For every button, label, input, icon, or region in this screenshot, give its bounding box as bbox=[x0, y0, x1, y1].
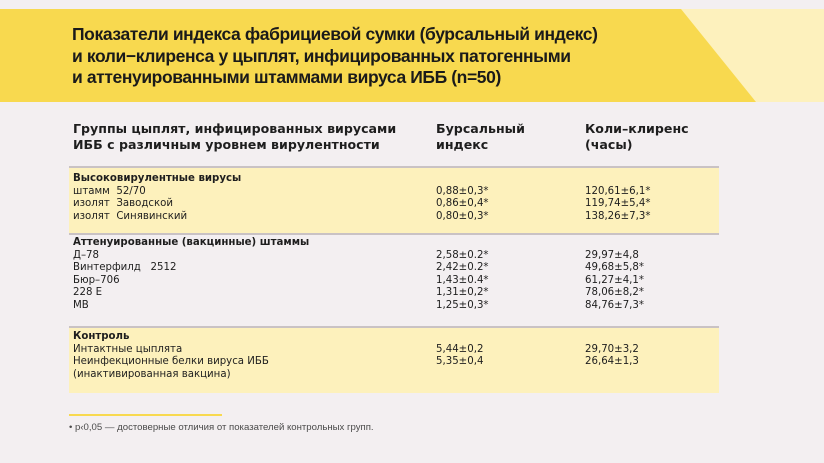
bursal-index-value: 1,31±0,2* bbox=[436, 287, 489, 298]
table-section-control bbox=[69, 328, 719, 393]
bursal-index-value: 2,42±0.2* bbox=[436, 262, 489, 273]
row-name: (инактивированная вакцина) bbox=[73, 368, 231, 380]
coli-clearance-value: 29,97±4,8 bbox=[585, 249, 639, 261]
coli-clearance-value: 120,61±6,1* bbox=[585, 185, 651, 197]
row-name: 228 Е bbox=[73, 287, 103, 298]
section-title: Высоковирулентные вирусы bbox=[73, 173, 242, 184]
coli-clearance-value: 29,70±3,2 bbox=[585, 343, 639, 355]
row-name: изолят Заводской bbox=[73, 198, 173, 209]
row-name: Винтерфилд 2512 bbox=[73, 262, 177, 273]
table-row bbox=[69, 356, 719, 369]
row-name: МВ bbox=[73, 299, 89, 311]
bursal-index-value: 2,58±0.2* bbox=[436, 249, 489, 261]
column-header-coli-clearance bbox=[585, 121, 689, 152]
table-row bbox=[69, 344, 719, 357]
bursal-index-value: 0,88±0,3* bbox=[436, 185, 489, 197]
table-header bbox=[0, 121, 824, 161]
row-name: штамм 52/70 bbox=[73, 185, 146, 197]
table-row bbox=[69, 211, 719, 224]
section-title: Аттенуированные (вакцинные) штаммы bbox=[73, 237, 310, 248]
section-title: Контроль bbox=[73, 331, 130, 342]
table-row bbox=[69, 250, 719, 263]
row-name: изолят Синявинский bbox=[73, 210, 188, 222]
page-title-line: и аттенуированными штаммами вируса ИББ (n=50) bbox=[72, 67, 501, 87]
table-row bbox=[69, 275, 719, 288]
bursal-index-value: 1,43±0.4* bbox=[436, 274, 489, 286]
coli-clearance-value: 49,68±5,8* bbox=[585, 262, 644, 273]
table-row bbox=[69, 287, 719, 300]
coli-clearance-value: 61,27±4,1* bbox=[585, 274, 644, 286]
page-title-line: Показатели индекса фабрициевой сумки (бурсальный индекс) bbox=[72, 24, 598, 44]
column-header-line: Коли–клиренс bbox=[585, 121, 689, 136]
column-header-line: (часы) bbox=[585, 136, 633, 152]
row-name: Бюр–706 bbox=[73, 274, 120, 286]
row-name: Неинфекционные белки вируса ИББ bbox=[73, 356, 269, 367]
table-row bbox=[69, 186, 719, 199]
page-title-line: и коли−клиренса у цыплят, инфицированных патогенными bbox=[72, 45, 571, 66]
coli-clearance-value: 138,26±7,3* bbox=[585, 210, 651, 222]
table-row bbox=[69, 369, 719, 382]
bursal-index-value: 5,44±0,2 bbox=[436, 343, 484, 355]
table-section-attenuated bbox=[69, 235, 719, 328]
row-name: Интактные цыплята bbox=[73, 343, 183, 355]
footnote-divider bbox=[69, 414, 222, 416]
table-section-virulent bbox=[69, 166, 719, 235]
column-header-line: индекс bbox=[436, 136, 489, 152]
footnote: • р‹0,05 — достоверные отличия от показателей контрольных групп. bbox=[69, 422, 374, 433]
row-name: Д–78 bbox=[73, 249, 100, 261]
table-row bbox=[69, 262, 719, 275]
title-banner bbox=[0, 9, 824, 102]
coli-clearance-value: 84,76±7,3* bbox=[585, 299, 644, 311]
bursal-index-value: 5,35±0,4 bbox=[436, 356, 484, 367]
coli-clearance-value: 26,64±1,3 bbox=[585, 356, 639, 367]
bursal-index-value: 0,86±0,4* bbox=[436, 198, 489, 209]
coli-clearance-value: 78,06±8,2* bbox=[585, 287, 644, 298]
bursal-index-value: 1,25±0,3* bbox=[436, 299, 489, 311]
column-header-bursal-index bbox=[436, 121, 525, 152]
table-row bbox=[69, 300, 719, 313]
page-title bbox=[72, 24, 692, 89]
column-header-groups bbox=[73, 121, 396, 152]
coli-clearance-value: 119,74±5,4* bbox=[585, 198, 651, 209]
column-header-line: Бурсальный bbox=[436, 121, 525, 136]
column-header-line: ИББ с различным уровнем вирулентности bbox=[73, 136, 380, 152]
column-header-line: Группы цыплят, инфицированных вирусами bbox=[73, 121, 397, 136]
table-row bbox=[69, 198, 719, 211]
bursal-index-value: 0,80±0,3* bbox=[436, 210, 489, 222]
